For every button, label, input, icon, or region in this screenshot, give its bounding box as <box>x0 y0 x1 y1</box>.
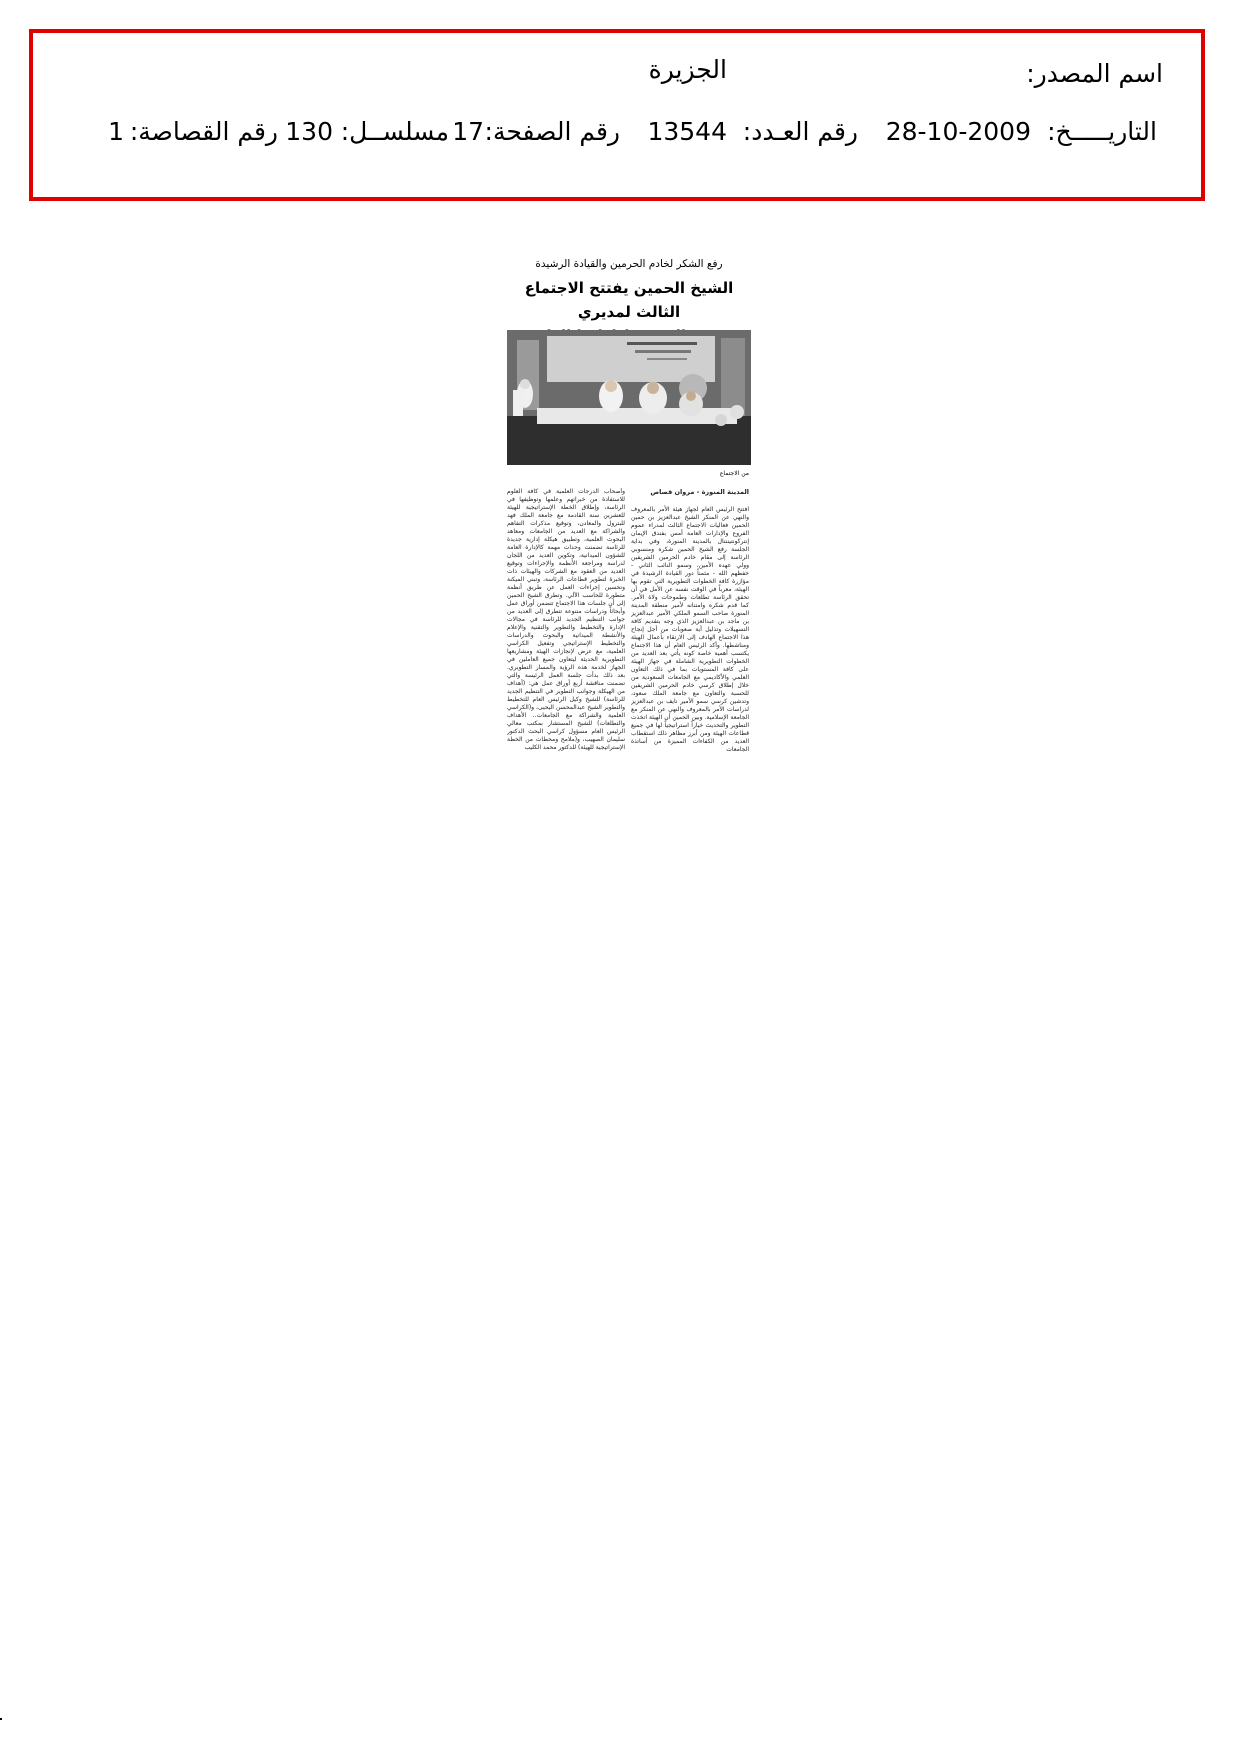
clip-value: 1 <box>108 117 124 146</box>
article-kicker: رفع الشكر لخادم الحرمين والقيادة الرشيدة <box>535 258 723 270</box>
issue-label: رقم العـدد: <box>742 117 858 146</box>
headline-line-1: الشيخ الحمين يفتتح الاجتماع الثالث لمديري <box>524 279 734 321</box>
article-column-right <box>631 488 749 951</box>
article-body-right: افتتح الرئيس العام لجهاز هيئة الأمر بالمعروف والنهي عن المنكر الشيخ عبدالعزيز بن حمين الحمين فعاليات الاجتماع الثالث لمدراء عموم الفروع والإدارات العامة أمس بفندق الإيمان إنتركونتيننتال بالمدينة المنورة، وفي بداية الجلسة رفع الشيخ الحمين شكره ومنسوبي الرئاسة إلى مقام خادم الحرمين الشريفين وولي عهده الأمين، وسمو النائب الثاني - حفظهم الله - مثمناً دور القيادة الرشيدة في مؤازرة كافة الخطوات التطويرية التي تقوم بها الهيئة، معرباً في الوقت نفسه عن الأمل في أن تحقق الرئاسة تطلعات وطموحات ولاة الأمر. كما قدم شكره وامتنانه لأمير منطقة المدينة المنورة صاحب السمو الملكي الأمير عبدالعزيز بن ماجد بن عبدالعزيز الذي وجه بتقديم كافة التسهيلات وتذليل أية صعوبات من أجل إنجاح هذا الاجتماع الهادف إلى الارتقاء بأعمال الهيئة ومناشطها. وأكد الرئيس العام أن هذا الاجتماع يكتسب أهمية خاصة كونه يأتي بعد العديد من الخطوات التطويرية الشاملة في جهاز الهيئة على كافة المستويات بما في ذلك التعاون العلمي والأكاديمي مع الجامعات السعودية من خلال إطلاق كرسي خادم الحرمين الشريفين للحسبة والتعاون مع جامعة الملك سعود، وتدشين كرسي سمو الأمير نايف بن عبدالعزيز لدراسات الأمر بالمعروف والنهي عن المنكر مع الجامعة الإسلامية. وبين الحمين أن الهيئة اتخذت التطوير والتحديث خياراً استراتيجياً لها في جميع قطاعات الهيئة ومن أبرز مظاهر ذلك استقطاب العديد من الكفاءات المميزة من أساتذة الجامعات <box>631 506 749 753</box>
article-body-left: وأصحاب الدرجات العلمية في كافة العلوم للاستفادة من خبراتهم وعلمها وتوظيفها في الرئاسة، وإطلاق الخطة الإستراتيجية للهيئة للعشرين سنة القادمة مع جامعة الملك فهد للبترول والمعادن، وتوقيع مذكرات التفاهم والشراكة مع العديد من الجامعات ومعاهد البحوث العلمية، وتطبيق هيكلة إدارية جديدة للرئاسة تضمنت وحدات مهمة كالإدارة العامة للشؤون الميدانية، وتكوين العديد من اللجان لدراسة ومراجعة الأنظمة والإجراءات وتوقيع العديد من العقود مع الشركات والهيئات ذات الخبرة لتطوير قطاعات الرئاسة، وتبني الميكنة وتحسين إجراءات العمل عن طريق أنظمة متطورة للحاسب الآلي. وتطرق الشيخ الحمين إلى أن جلسات هذا الاجتماع تتضمن أوراق عمل وأبحاثاً ودراسات متنوعة تتطرق إلى العديد من جوانب التنظيم الجديد للرئاسة في مجالات الإدارة والتخطيط والتطوير والتقنية والإعلام والأنشطة الميدانية والبحوث والدراسات والتخطيط الإستراتيجي وتفعيل الكراسي العلمية، مع عرض لإنجازات الهيئة ومشاريعها التطويرية الحديثة ليتعاون جميع العاملين في الجهاز لخدمة هذه الرؤية والمسار التطويري. بعد ذلك بدأت جلسة العمل الرئيسة والتي تضمنت مناقشة أربع أوراق عمل هي: (أهداف من الهيكلة وجوانب التطوير في التنظيم الجديد للرئاسة) للشيخ وكيل الرئيس العام للتخطيط والتطوير الشيخ عبدالمحسن اليحيى، و(الكراسي العلمية والشراكة مع الجامعات.. الأهداف والتطلعات) للشيخ المستشار بمكتب معالي الرئيس العام مسؤول كراسي البحث الدكتور سليمان الصهيب، و(ملامح ومحطات من الخطة الإستراتيجية للهيئة) للدكتور محمد الكليب <box>507 488 625 751</box>
meeting-photo-illustration <box>507 330 751 465</box>
meeting-photo <box>507 330 751 465</box>
issue-value: 13544 <box>647 117 727 146</box>
page-label: رقم الصفحة: <box>484 117 620 146</box>
clipping-header <box>29 29 1205 201</box>
serial-value: 130 <box>285 117 333 146</box>
article-column-left <box>507 488 625 951</box>
article-byline: المدينة المنورة - مروان قصاص <box>650 488 749 496</box>
date-label: التاريـــــخ: <box>1047 117 1157 146</box>
photo-caption: من الاجتماع <box>719 470 749 477</box>
source-value: الجزيرة <box>648 55 727 84</box>
scan-artifact <box>0 1718 2 1720</box>
clip-label: رقم القصاصة: <box>129 117 278 146</box>
source-label: اسم المصدر: <box>1026 59 1163 88</box>
date-value: 28-10-2009 <box>885 117 1031 146</box>
newspaper-clipping <box>503 248 755 954</box>
page-value: 17 <box>452 117 484 146</box>
serial-label: مسلســل: <box>340 117 449 146</box>
